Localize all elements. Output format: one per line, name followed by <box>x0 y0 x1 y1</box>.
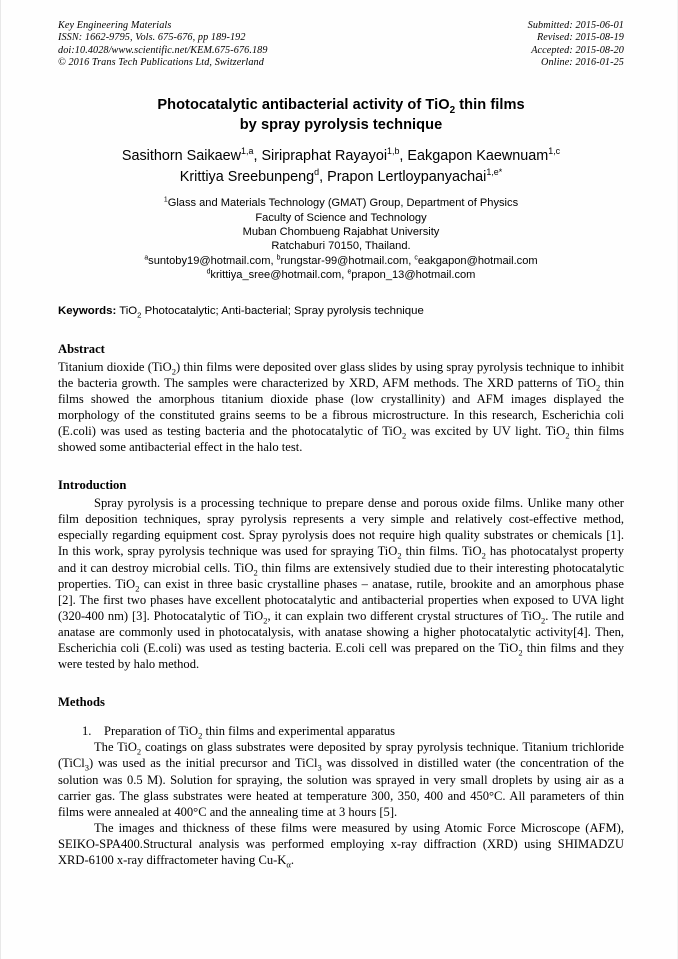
author-affiliation-marker: 1,b <box>387 146 400 157</box>
journal-running-header <box>58 20 624 69</box>
author-affiliation-marker: d <box>314 166 320 177</box>
page-content <box>58 20 624 868</box>
author-line-1 <box>58 146 624 167</box>
author-separator: , <box>253 148 262 165</box>
email-line-1 <box>58 254 624 268</box>
email-address[interactable]: suntoby19@hotmail.com <box>148 254 271 267</box>
affiliation-block <box>58 196 624 282</box>
author-name: Prapon Lertloypanyachai <box>327 168 487 185</box>
page-title <box>58 95 624 135</box>
title-subscript: 2 <box>449 105 456 117</box>
title-line-2: by spray pyrolysis technique <box>239 117 443 134</box>
author-name: Siripraphat Rayayoi <box>261 148 388 165</box>
methods-section <box>58 694 624 868</box>
date-accepted: Accepted: 2015-08-20 <box>531 44 624 56</box>
introduction-paragraph: Spray pyrolysis is a processing technique to prepare dense and porous oxide films. Unlike many other film deposition techniques, spray pyrolysis represents a very simple and relatively cost-effective method, especially regarding equipment cost. Spray pyrolysis does not require high quality substrates or chemicals [1]. In this work, spray pyrolysis technique was used for spraying TiO$_2$ thin films. TiO$_2$ has photocatalyst property and it can destroy microbial cells. TiO$_2$ thin films are extensively studied due to their interesting photocatalytic properties. TiO$_2$ can exist in three basic crystalline phases – anatase, rutile, brookite and an amorphous phase [2]. The first two phases have excellent photocatalytic and antibacterial properties when exposed to UVA light (320-400 nm) [3]. Photocatalytic of TiO$_2$, it can explain two different crystal structures of TiO$_2$. The rutile and anatase are commonly used in photocatalysis, with anatase showing a higher photocatalytic activity[4]. Then, Escherichia coli (E.coli) was used as testing bacteria. E.coli cell was prepared on the TiO$_2$ thin films and they were tested by halo method. <box>58 496 625 672</box>
methods-list <box>58 723 624 739</box>
email-address[interactable]: krittiya_sree@hotmail.com <box>210 269 342 282</box>
keywords-subscript: 2 <box>137 309 142 319</box>
abstract-section <box>58 341 624 456</box>
date-online: Online: 2016-01-25 <box>540 56 624 68</box>
email-marker: c <box>414 254 418 262</box>
abstract-heading: Abstract <box>58 341 105 356</box>
introduction-heading: Introduction <box>58 478 127 493</box>
methods-paragraph-1: The TiO$_2$ coatings on glass substrates were deposited by spray pyrolysis technique. Titanium trichloride (TiCl$_3$) was used as the initial precursor and TiCl$_3$ was dissolved in distilled water (the concentration of the solution was 0.5 M). Solution for spraying, the solution was sprayed in very small droplets by using air as a carrier gas. The glass substrates were heated at temperature 300, 350, 400 and 450°C. All parameters of thin films were annealed at 400°C and the annealing time at 3 hours [5]. <box>58 740 624 819</box>
journal-header-right <box>528 20 624 69</box>
affiliation-line-3: Muban Chombueng Rajabhat University <box>242 226 440 238</box>
keywords-line: Keywords: TiO$_2$ Photocatalytic; Anti-bacterial; Spray pyrolysis technique <box>58 304 424 319</box>
affiliation-line-4: Ratchaburi 70150, Thailand. <box>271 240 411 253</box>
email-separator: , <box>408 254 415 267</box>
author-affiliation-marker: 1,e* <box>486 166 503 177</box>
author-name: Sasithorn Saikaew <box>121 148 242 165</box>
methods-heading: Methods <box>58 695 105 710</box>
affiliation-line-2: Faculty of Science and Technology <box>255 211 427 224</box>
introduction-section <box>58 477 624 672</box>
abstract-paragraph: Titanium dioxide (TiO$_2$) thin films were deposited over glass slides by using spray pyrolysis technique to inhibit the bacteria growth. The samples were characterized by XRD, AFM methods. The XRD patterns of TiO$_2$ thin films showed the amorphous titanium dioxide phase (low crystallinity) and AFM images displayed the morphology of the constituted grains seems to be a fibrous microstructure. In this research, Escherichia coli (E.coli) was used as testing bacteria and the photocatalytic of TiO$_2$ was excited by UV light. TiO$_2$ thin films showed some antibacterial effect in the halo test. <box>58 359 625 455</box>
email-separator: , <box>341 269 348 282</box>
email-line-2 <box>58 268 624 282</box>
journal-name: Key Engineering Materials <box>58 20 172 31</box>
author-separator: , <box>319 168 328 185</box>
journal-issn-volume: ISSN: 1662-9795, Vols. 675-676, pp 189-192 <box>58 32 246 44</box>
email-marker: a <box>144 254 149 262</box>
author-line-2 <box>58 167 624 188</box>
author-affiliation-marker: 1,a <box>241 146 254 157</box>
email-marker: d <box>206 268 211 276</box>
email-marker: b <box>276 254 281 262</box>
author-separator: , <box>399 148 408 165</box>
keywords-values: Photocatalytic; Anti-bacterial; Spray pyrolysis technique <box>141 304 424 317</box>
journal-header-left <box>58 20 268 69</box>
journal-doi: doi:10.4028/www.scientific.net/KEM.675-676.189 <box>58 44 268 56</box>
affiliation-marker: 1 <box>163 196 168 204</box>
date-submitted: Submitted: 2015-06-01 <box>527 20 624 31</box>
email-address[interactable]: eakgapon@hotmail.com <box>417 254 538 267</box>
title-line-1: Photocatalytic antibacterial activity of TiO$_2$ thin films <box>157 97 525 117</box>
email-separator: , <box>270 254 277 267</box>
email-address[interactable]: prapon_13@hotmail.com <box>351 269 476 282</box>
email-address[interactable]: rungstar-99@hotmail.com <box>280 254 409 267</box>
keywords-label: Keywords: <box>58 304 117 317</box>
list-item <box>58 723 624 739</box>
author-list <box>58 146 624 187</box>
author-name: Eakgapon Kaewnuam <box>407 148 549 165</box>
affiliation-line-1: $^1$Glass and Materials Technology (GMAT) Group, Department of Physics <box>163 196 519 210</box>
email-marker: e <box>347 268 352 276</box>
journal-copyright: © 2016 Trans Tech Publications Ltd, Switzerland <box>58 56 264 68</box>
date-revised: Revised: 2015-08-19 <box>536 32 624 44</box>
author-affiliation-marker: 1,c <box>548 146 561 157</box>
methods-paragraph-2: The images and thickness of these films were measured by using Atomic Force Microscope (AFM), SEIKO-SPA400.Structural analysis was performed employing x-ray diffraction (XRD) using SHIMADZU XRD-6100 x-ray diffractometer having $Cu-K_\alpha$. <box>58 820 624 870</box>
author-name: Krittiya Sreebunpeng <box>179 168 315 185</box>
list-item-label: Preparation of TiO$_2$ thin films and experimental apparatus <box>104 724 396 741</box>
list-item-number: 1. <box>82 724 92 739</box>
